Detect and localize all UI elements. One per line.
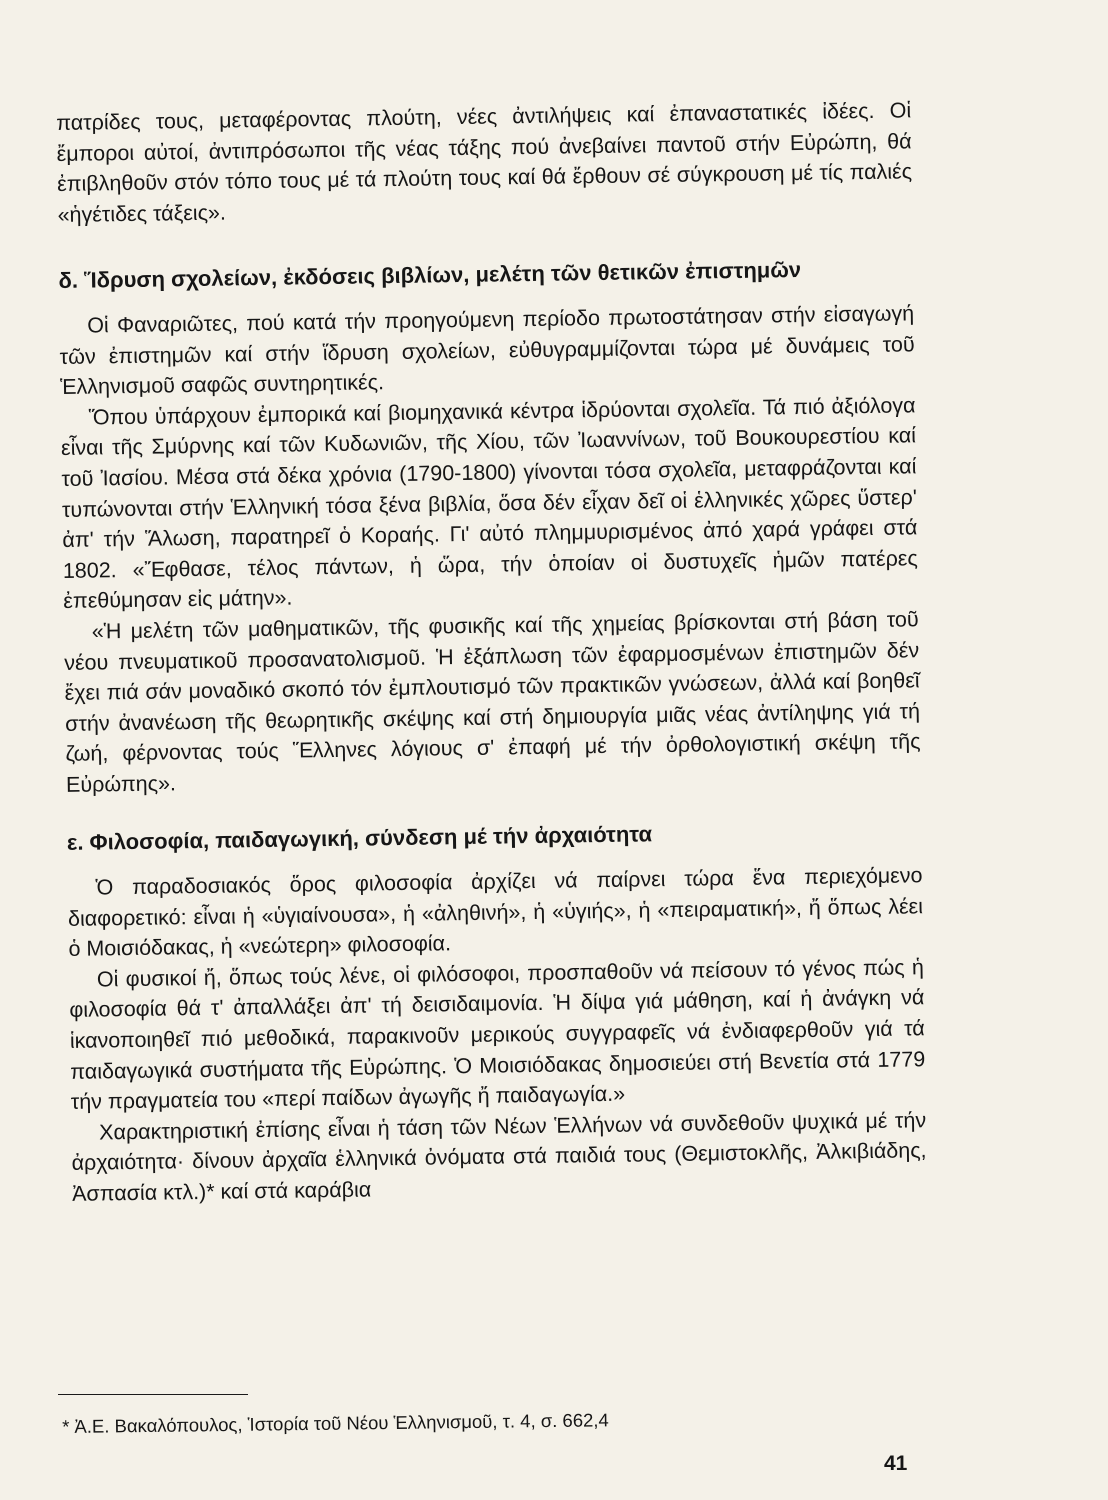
section-e-paragraph-1: Ὁ παραδοσιακός ὅρος φιλοσοφία ἀρχίζει νά παίρνει τώρα ἕνα περιεχόμενο διαφορετικό: εἶναι ἡ «ὑγιαίνουσα», ἡ «ἀληθινή», ἡ «ὑγιής», ἡ «πειραματική», ἤ ὅπως λέει ὁ Μοισιόδακας, ἡ «νεώτερη» φιλοσοφία.	[67, 863, 924, 962]
footnote-separator	[58, 1394, 248, 1395]
section-d-heading: δ. Ἵδρυση σχολείων, ἐκδόσεις βιβλίων, μελέτη τῶν θετικῶν ἐπιστημῶν	[58, 257, 802, 294]
section-e-heading: ε. Φιλοσοφία, παιδαγωγική, σύνδεση μέ τήν ἀρχαιότητα	[66, 821, 653, 856]
continuation-paragraph: πατρίδες τους, μεταφέροντας πλούτη, νέες ἀντιλήψεις καί ἐπαναστατικές ἰδέες. Οἱ ἔμποροι αὐτοί, ἀντιπρόσωποι τῆς νέας τάξης πού ἀνεβαίνει παντοῦ στήν Εὐρώπη, θά ἐπιβληθοῦν στόν τόπο τους μέ τά πλούτη τους καί θά ἔρθουν σέ σύγκρουση μέ τίς παλιές «ἡγέτιδες τάξεις».	[56, 98, 913, 227]
section-e-paragraph-3: Χαρακτηριστική ἐπίσης εἶναι ἡ τάση τῶν Νέων Ἑλλήνων νά συνδεθοῦν ψυχικά μέ τήν ἀρχαιότητα· δίνουν ἀρχαῖα ἑλληνικά ὀνόματα στά παιδιά τους (Θεμιστοκλῆς, Ἀλκιβιάδης, Ἀσπασία κτλ.)* καί στά καράβια	[71, 1108, 927, 1206]
page-body	[56, 95, 927, 1209]
page-number: 41	[884, 1452, 908, 1475]
footnote: * Ἀ.Ε. Βακαλόπουλος, Ἱστορία τοῦ Νέου Ἑλληνισμοῦ, τ. 4, σ. 662,4	[62, 1409, 609, 1437]
section-d-paragraph-1: Οἱ Φαναριῶτες, πού κατά τήν προηγούμενη περίοδο πρωτοστάτησαν στήν εἰσαγωγή τῶν ἐπιστημῶν καί στήν ἵδρυση σχολείων, εὐθυγραμμίζονται τώρα μέ δυνάμεις τοῦ Ἑλληνισμοῦ σαφῶς συντηρητικές.	[59, 301, 915, 400]
section-e-paragraph-2: Οἱ φυσικοί ἤ, ὅπως τούς λένε, οἱ φιλόσοφοι, προσπαθοῦν νά πείσουν τό γένος πώς ἡ φιλοσοφία θά τ' ἀπαλλάξει ἀπ' τή δεισιδαιμονία. Ἡ δίψα γιά μάθηση, καί ἡ ἀνάγκη νά ἱκανοποιηθεῖ πιό μεθοδικά, παρακινοῦν μερικούς συγγραφεῖς νά ἐνδιαφερθοῦν γιά τά παιδαγωγικά συστήματα τῆς Εὐρώπης. Ὁ Μοισιόδακας δημοσιεύει στή Βενετία στά 1779 τήν πραγματεία του «περί παίδων ἀγωγῆς ἤ παιδαγωγία.»	[69, 955, 926, 1115]
section-d-paragraph-3: «Ἡ μελέτη τῶν μαθηματικῶν, τῆς φυσικῆς καί τῆς χημείας βρίσκονται στή βάση τοῦ νέου πνευματικοῦ προσανατολισμοῦ. Ἡ ἐξάπλωση τῶν ἐφαρμοσμένων ἐπιστημῶν δέν ἔχει πιά σάν μοναδικό σκοπό τόν ἐμπλουτισμό τῶν πρακτικῶν γνώσεων, ἀλλά καί βοηθεῖ στήν ἀνανέωση τῆς θεωρητικῆς σκέψης καί στή δημιουργία μιᾶς νέας ἀντίληψης γιά τή ζωή, φέρνοντας τούς Ἕλληνες λόγιους σ' ἐπαφή μέ τήν ὀρθολογιστική σκέψη τῆς Εὐρώπης».	[64, 607, 921, 797]
section-d-paragraph-2: Ὅπου ὑπάρχουν ἐμπορικά καί βιομηχανικά κέντρα ἱδρύονται σχολεῖα. Τά πιό ἀξιόλογα εἶναι τῆς Σμύρνης καί τῶν Κυδωνιῶν, τῆς Χίου, τῶν Ἰωαννίνων, τοῦ Βουκουρεστίου καί τοῦ Ἰασίου. Μέσα στά δέκα χρόνια (1790-1800) γίνονται τόσα σχολεῖα, μεταφράζονται καί τυπώνονται στήν Ἑλληνική τόσα ξένα βιβλία, ὅσα δέν εἶχαν δεῖ οἱ ἑλληνικές χῶρες ὕστερ' ἀπ' τήν Ἅλωση, παρατηρεῖ ὁ Κοραής. Γι' αὐτό πλημμυρισμένος ἀπό χαρά γράφει στά 1802. «Ἔφθασε, τέλος πάντων, ἡ ὥρα, τήν ὁποίαν οἱ δυστυχεῖς ἡμῶν πατέρες ἐπεθύμησαν εἰς μάτην».	[60, 393, 918, 614]
